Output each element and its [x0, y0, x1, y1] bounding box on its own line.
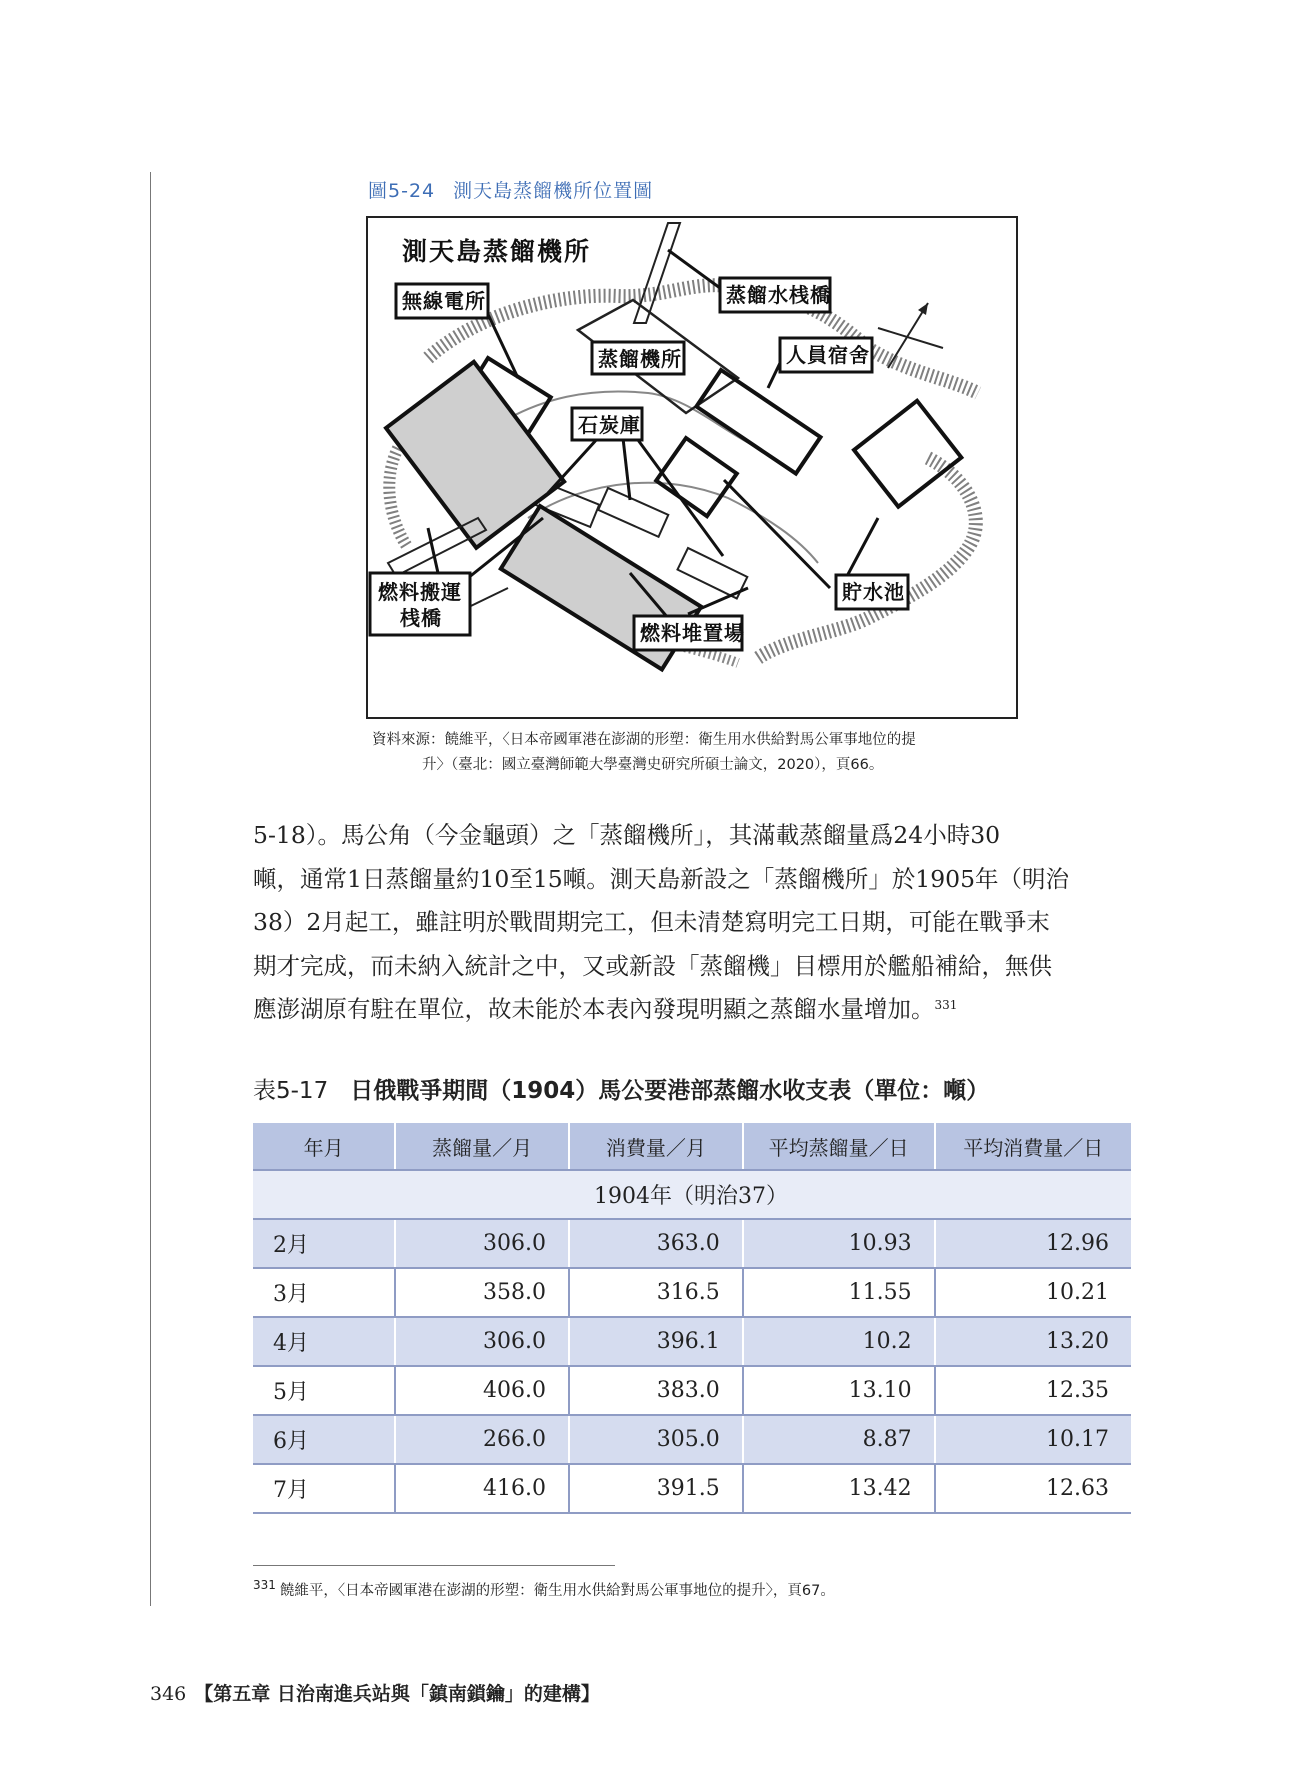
- cell-month: 3月: [253, 1268, 395, 1317]
- body-line-5: [253, 988, 1131, 1032]
- site-map-drawing: [368, 218, 1016, 717]
- label-pier: 蒸餾水桟橋: [726, 283, 831, 307]
- source-line-1: 資料來源：饒維平，〈日本帝國軍港在澎湖的形塑：衛生用水供給對馬公軍事地位的提: [372, 732, 916, 748]
- cell-value: 11.55: [743, 1268, 935, 1317]
- table-row: [253, 1317, 1131, 1366]
- footnote-ref[interactable]: 331: [934, 998, 958, 1012]
- footnote-rule: [253, 1565, 615, 1566]
- label-fuel-pier-1: 燃料搬運: [378, 580, 462, 604]
- label-fuel-pier-2: 桟橋: [400, 606, 442, 630]
- page-number: 346: [150, 1683, 187, 1705]
- table-row: [253, 1366, 1131, 1415]
- cell-value: 305.0: [569, 1415, 743, 1464]
- body-line-1: 5-18）。馬公角（今金龜頭）之「蒸餾機所」，其滿載蒸餾量爲24小時30: [253, 821, 1001, 849]
- cell-value: 306.0: [395, 1219, 569, 1268]
- coastline-north: [428, 285, 978, 393]
- body-paragraph: [253, 814, 1131, 1032]
- figure-number: 圖5-24: [368, 180, 436, 202]
- cell-value: 13.10: [743, 1366, 935, 1415]
- cell-value: 266.0: [395, 1415, 569, 1464]
- cell-month: 4月: [253, 1317, 395, 1366]
- table-row: [253, 1415, 1131, 1464]
- cell-value: 13.42: [743, 1464, 935, 1513]
- cell-value: 12.96: [935, 1219, 1131, 1268]
- margin-rule: [150, 172, 151, 1606]
- table-caption: [253, 1072, 989, 1105]
- cell-value: 416.0: [395, 1464, 569, 1513]
- pier-distill: [634, 223, 680, 323]
- label-dorm: 人員宿舍: [786, 343, 870, 367]
- cell-value: 8.87: [743, 1415, 935, 1464]
- distilled-water-table: [253, 1123, 1131, 1514]
- header-consume-month: 消費量／月: [569, 1123, 743, 1170]
- north-arrow-head: [918, 303, 928, 315]
- table-row: [253, 1464, 1131, 1513]
- footnote-text: 饒維平，〈日本帝國軍港在澎湖的形塑：衛生用水供給對馬公軍事地位的提升〉，頁67。: [279, 1582, 835, 1599]
- table-row: [253, 1268, 1131, 1317]
- chapter-title: 【第五章 日治南進兵站與「鎮南鎖鑰」的建構】: [194, 1683, 600, 1705]
- cell-value: 406.0: [395, 1366, 569, 1415]
- cell-value: 383.0: [569, 1366, 743, 1415]
- cell-value: 10.2: [743, 1317, 935, 1366]
- table-number: 表5-17: [253, 1078, 329, 1104]
- label-radio: 無線電所: [402, 289, 486, 313]
- figure-source: [372, 728, 1022, 778]
- label-reservoir: 貯水池: [842, 580, 905, 604]
- figure-title: 測天島蒸餾機所位置圖: [453, 180, 654, 202]
- cell-month: 7月: [253, 1464, 395, 1513]
- cell-value: 12.35: [935, 1366, 1131, 1415]
- year-label: 1904年（明治37）: [253, 1170, 1131, 1219]
- label-coal: 石炭庫: [578, 413, 641, 437]
- body-line-3: 38）2月起工，雖註明於戰間期完工，但未清楚寫明完工日期，可能在戰爭末: [253, 908, 1050, 936]
- header-distill-day: 平均蒸餾量／日: [743, 1123, 935, 1170]
- coastline-east: [758, 458, 976, 658]
- footnote-number: 331: [253, 1578, 276, 1592]
- cell-value: 12.63: [935, 1464, 1131, 1513]
- cell-value: 316.5: [569, 1268, 743, 1317]
- coastline-west: [389, 448, 408, 548]
- body-line-4: 期才完成，而未納入統計之中，又或新設「蒸餾機」目標用於艦船補給，無供: [253, 951, 1052, 980]
- year-row: [253, 1170, 1131, 1219]
- site-map-figure: [366, 216, 1018, 719]
- cell-value: 358.0: [395, 1268, 569, 1317]
- table-title: 日俄戰爭期間（1904）馬公要港部蒸餾水收支表（單位：噸）: [350, 1078, 990, 1104]
- cell-value: 10.17: [935, 1415, 1131, 1464]
- body-line-2: 噸，通常1日蒸餾量約10至15噸。測天島新設之「蒸餾機所」於1905年（明治: [253, 864, 1070, 893]
- cell-month: 6月: [253, 1415, 395, 1464]
- cell-month: 5月: [253, 1366, 395, 1415]
- reservoir-box-2: [854, 401, 961, 507]
- cell-value: 363.0: [569, 1219, 743, 1268]
- figure-caption: [368, 176, 653, 203]
- cell-value: 391.5: [569, 1464, 743, 1513]
- header-consume-day: 平均消費量／日: [935, 1123, 1131, 1170]
- source-line-2: 升〉（臺北：國立臺灣師範大學臺灣史研究所碩士論文，2020），頁66。: [422, 757, 884, 773]
- body-line-5-text: 應澎湖原有駐在單位，故未能於本表內發現明顯之蒸餾水量增加。: [253, 995, 935, 1023]
- header-month: 年月: [253, 1123, 395, 1170]
- coal-box-2: [598, 488, 668, 537]
- north-arrow: [888, 303, 928, 368]
- reservoir-box-1: [656, 438, 737, 516]
- table-header-row: [253, 1123, 1131, 1170]
- cell-value: 10.21: [935, 1268, 1131, 1317]
- cell-month: 2月: [253, 1219, 395, 1268]
- cell-value: 306.0: [395, 1317, 569, 1366]
- coal-box-3: [677, 548, 747, 599]
- cell-value: 396.1: [569, 1317, 743, 1366]
- map-title: 測天島蒸餾機所: [402, 237, 592, 266]
- label-distill: 蒸餾機所: [598, 347, 682, 371]
- cell-value: 13.20: [935, 1317, 1131, 1366]
- footnote: [253, 1578, 835, 1600]
- table-row: [253, 1219, 1131, 1268]
- running-footer: [150, 1679, 600, 1706]
- label-fuel-yard: 燃料堆置場: [640, 621, 745, 645]
- header-distill-month: 蒸餾量／月: [395, 1123, 569, 1170]
- cell-value: 10.93: [743, 1219, 935, 1268]
